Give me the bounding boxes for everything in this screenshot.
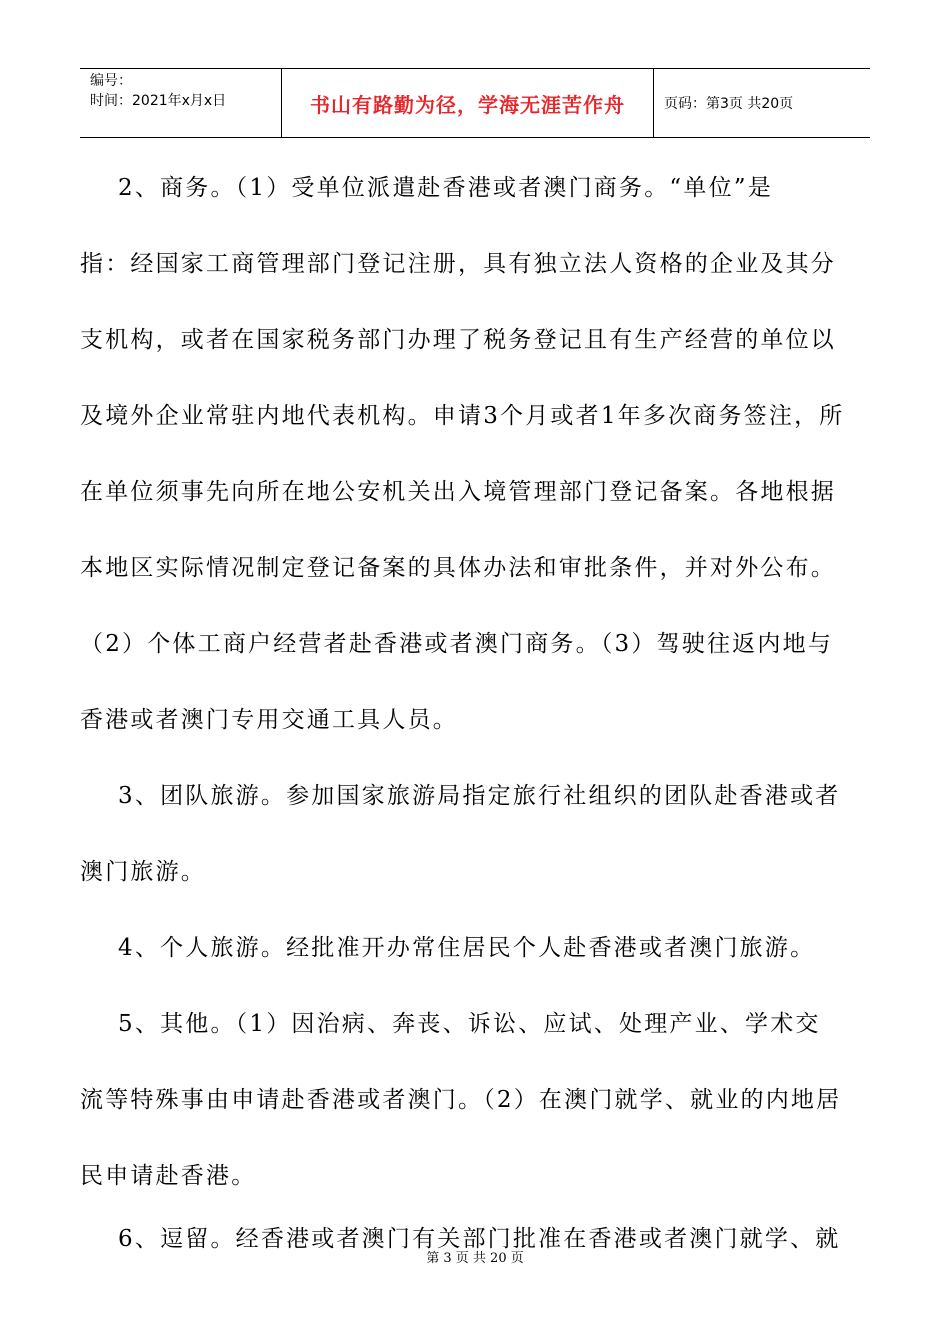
body-line: 及境外企业常驻内地代表机构。申请3个月或者1年多次商务签注，所 <box>80 403 845 429</box>
body-line: 指：经国家工商管理部门登记注册，具有独立法人资格的企业及其分 <box>80 251 836 277</box>
document-time-label: 时间：2021年x月x日 <box>90 93 227 109</box>
document-number-label: 编号： <box>90 73 132 89</box>
body-line: 支机构，或者在国家税务部门办理了税务登记且有生产经营的单位以 <box>80 327 836 353</box>
body-line: 3、团队旅游。参加国家旅游局指定旅行社组织的团队赴香港或者 <box>80 783 841 809</box>
document-body <box>80 150 870 1264</box>
header-motto: 书山有路勤为径，学海无涯苦作舟 <box>310 92 625 117</box>
header-page-info: 页码：第3页 共20页 <box>664 96 794 112</box>
body-line: 流等特殊事由申请赴香港或者澳门。（2）在澳门就学、就业的内地居 <box>80 1087 842 1113</box>
body-line: 6、逗留。经香港或者澳门有关部门批准在香港或者澳门就学、就 <box>80 1226 841 1252</box>
body-line: 2、商务。（1）受单位派遣赴香港或者澳门商务。“单位”是 <box>80 175 773 201</box>
body-line: 香港或者澳门专用交通工具人员。 <box>80 707 458 733</box>
body-line: 本地区实际情况制定登记备案的具体办法和审批条件，并对外公布。 <box>80 555 836 581</box>
body-line: 民申请赴香港。 <box>80 1163 257 1189</box>
body-line: 5、其他。（1）因治病、奔丧、诉讼、应试、处理产业、学术交 <box>80 1011 821 1037</box>
page-footer: 第 3 页 共 20 页 <box>426 1251 524 1266</box>
page-header <box>80 68 870 138</box>
body-line: （2）个体工商户经营者赴香港或者澳门商务。（3）驾驶往返内地与 <box>80 631 833 657</box>
body-line: 4、个人旅游。经批准开办常住居民个人赴香港或者澳门旅游。 <box>80 935 816 961</box>
body-line: 在单位须事先向所在地公安机关出入境管理部门登记备案。各地根据 <box>80 479 836 505</box>
body-line: 澳门旅游。 <box>80 859 206 885</box>
header-meta <box>80 69 282 137</box>
header-motto-cell <box>282 69 654 137</box>
